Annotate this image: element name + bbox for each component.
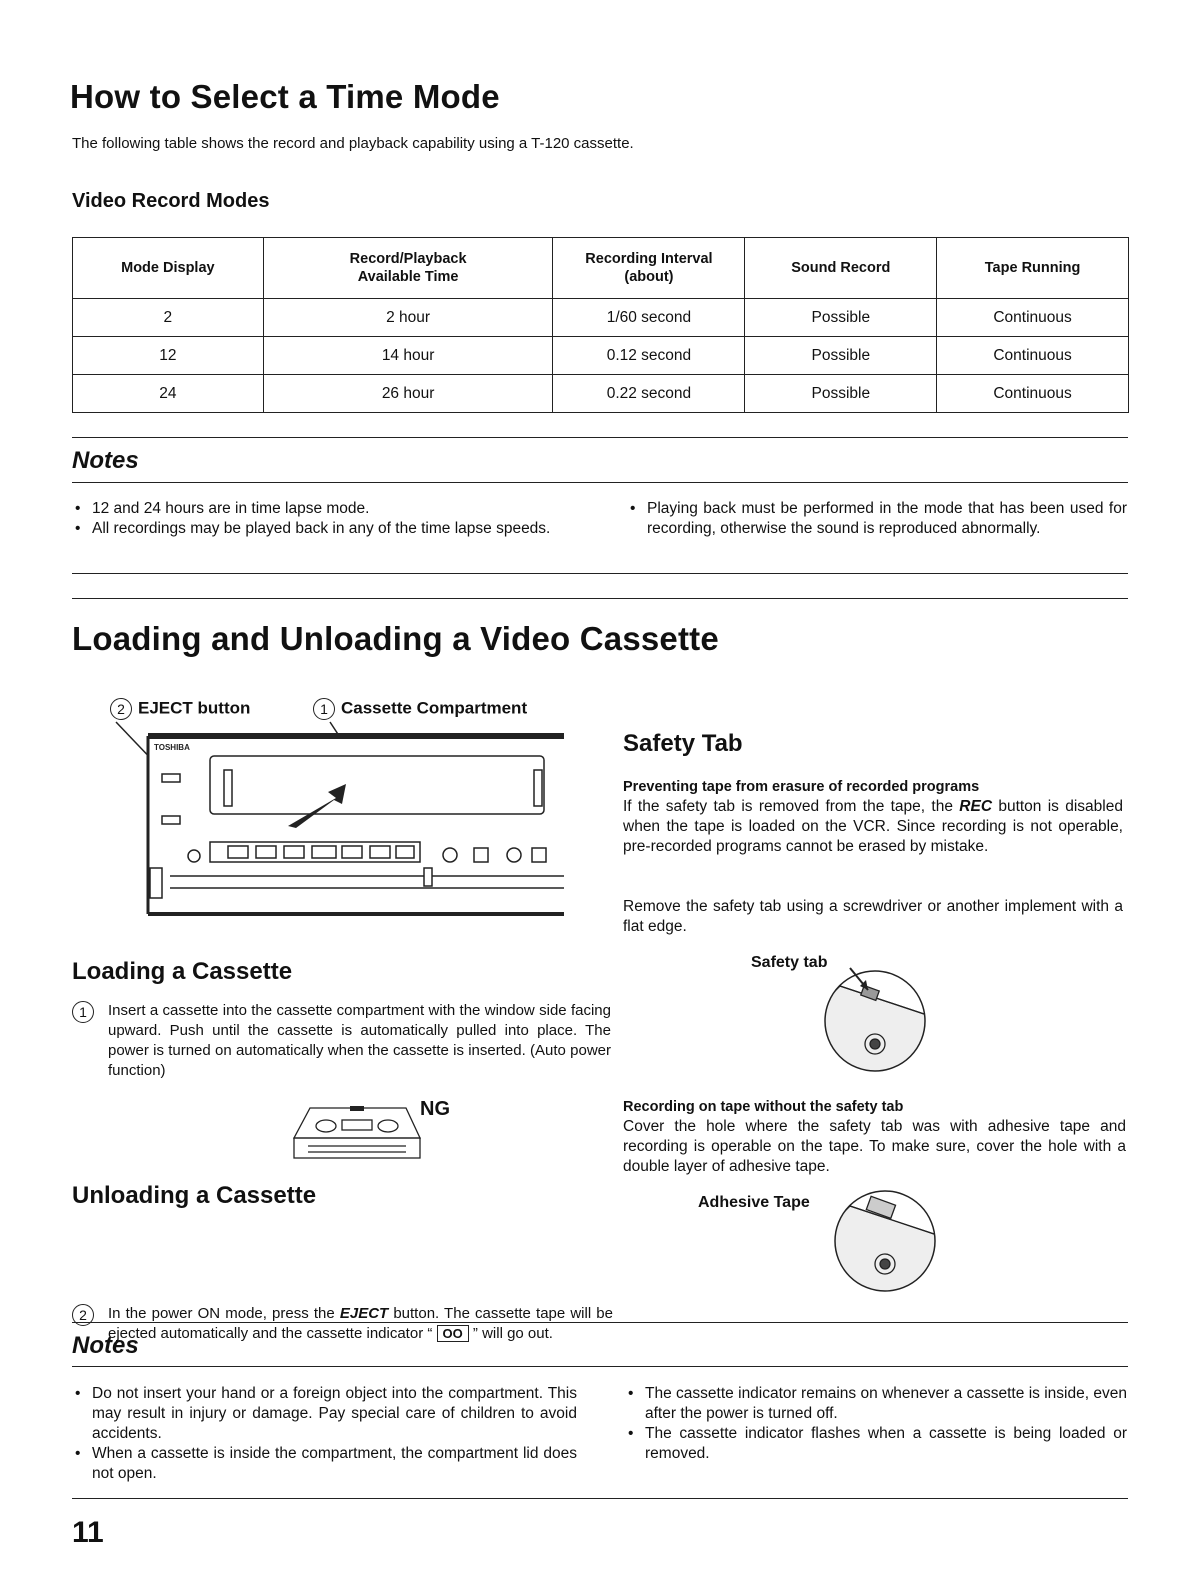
divider <box>72 1366 1128 1367</box>
table-cell: 2 <box>73 299 264 337</box>
table-cell: Possible <box>745 299 937 337</box>
divider <box>72 598 1128 599</box>
notes-title: Notes <box>72 447 139 474</box>
notes-list-right <box>625 1384 1127 1464</box>
table-cell: 0.22 second <box>553 375 745 413</box>
safety-tab-heading: Safety Tab <box>623 730 743 757</box>
notes-list-left <box>72 499 577 539</box>
table-cell: Continuous <box>937 375 1129 413</box>
callout-number: 2 <box>110 698 132 720</box>
table-header-cell: Tape Running <box>937 238 1129 299</box>
divider <box>72 573 1128 574</box>
page-number: 11 <box>72 1516 104 1549</box>
page-title-time-mode: How to Select a Time Mode <box>70 78 500 115</box>
unloading-cassette-heading: Unloading a Cassette <box>72 1182 317 1209</box>
eject-keyword: EJECT <box>339 1305 389 1322</box>
loading-cassette-heading: Loading a Cassette <box>72 958 293 985</box>
table-row <box>73 375 1129 413</box>
notes-list-right <box>627 499 1127 539</box>
table-cell: Possible <box>745 375 937 413</box>
notes-title: Notes <box>72 1332 139 1359</box>
divider <box>72 482 1128 483</box>
video-record-modes-heading: Video Record Modes <box>72 190 270 212</box>
unloading-text: ” will go out. <box>468 1325 553 1342</box>
callout-number: 1 <box>313 698 335 720</box>
note-item: • When a cassette is inside the compartment, the compartment lid does not open. <box>72 1444 577 1484</box>
divider <box>72 437 1128 438</box>
loading-step-text: Insert a cassette into the cassette compartment with the window side facing upward. Push until the cassette is automatically pulled into place. The power is turned on automatically when the cassette is inserted. (Auto power function) <box>108 1002 611 1079</box>
table-row <box>73 337 1129 375</box>
table-cell: 2 hour <box>263 299 553 337</box>
cassette-wrong-orientation-illustration <box>288 1100 428 1164</box>
unloading-text: button. The cassette tape will be ejected automatically and the cassette indicator “ <box>108 1305 613 1342</box>
table-cell: 12 <box>73 337 264 375</box>
safety-prevent-text: If the safety tab is removed from the tape, the REC button is disabled when the tape is loaded on the VCR. Since recording is not operable, pre-recorded programs cannot be erased by mistake. <box>623 798 1123 855</box>
unloading-text: In the power ON mode, press the <box>108 1305 340 1322</box>
step-number: 2 <box>72 1304 94 1326</box>
ng-label: NG <box>420 1098 450 1120</box>
safety-prevent-block <box>623 777 1123 857</box>
note-item: • Playing back must be performed in the mode that has been used for recording, otherwise the sound is reproduced abnormally. <box>627 499 1127 539</box>
adhesive-tape-illustration <box>830 1186 940 1296</box>
table-cell: 26 hour <box>263 375 553 413</box>
table-cell: 24 <box>73 375 264 413</box>
unloading-step <box>72 1304 613 1344</box>
note-item: • The cassette indicator flashes when a cassette is being loaded or removed. <box>625 1424 1127 1464</box>
safety-without-title: Recording on tape without the safety tab <box>623 1099 904 1115</box>
table-cell: 1/60 second <box>553 299 745 337</box>
cassette-indicator-icon: OO <box>437 1325 469 1342</box>
video-record-modes-table <box>72 237 1129 413</box>
table-header-cell: Recording Interval (about) <box>553 238 745 299</box>
vcr-front-illustration <box>110 718 570 918</box>
safety-without-text: Cover the hole where the safety tab was with adhesive tape and recording is operable on the tape. To make sure, cover the hole with a double layer of adhesive tape. <box>623 1118 1126 1175</box>
time-mode-intro: The following table shows the record and playback capability using a T-120 cassette. <box>72 135 634 152</box>
note-item: • The cassette indicator remains on whenever a cassette is inside, even after the power is turned off. <box>625 1384 1127 1424</box>
safety-without-block <box>623 1097 1126 1177</box>
table-header-cell: Mode Display <box>73 238 264 299</box>
cassette-compartment-callout <box>313 698 527 720</box>
note-item: • All recordings may be played back in any of the time lapse speeds. <box>72 519 577 539</box>
note-item: • Do not insert your hand or a foreign object into the compartment. This may result in injury or damage. Pay special care of children to avoid accidents. <box>72 1384 577 1444</box>
safety-remove-text: Remove the safety tab using a screwdriver or another implement with a flat edge. <box>623 898 1123 935</box>
table-cell: Continuous <box>937 299 1129 337</box>
table-cell: Possible <box>745 337 937 375</box>
callout-label: EJECT button <box>138 698 251 718</box>
divider <box>72 1322 1128 1323</box>
table-cell: 0.12 second <box>553 337 745 375</box>
adhesive-tape-label: Adhesive Tape <box>698 1194 810 1211</box>
eject-button-callout <box>110 698 250 720</box>
loading-title: Loading and Unloading a Video Cassette <box>72 620 719 657</box>
safety-tab-label: Safety tab <box>751 954 828 971</box>
rec-keyword: REC <box>959 798 993 815</box>
table-header-row <box>73 238 1129 299</box>
table-cell: Continuous <box>937 337 1129 375</box>
divider <box>72 1498 1128 1499</box>
safety-tab-illustration <box>820 966 930 1076</box>
vcr-brand-label: TOSHIBA <box>154 743 190 752</box>
notes-list-left <box>72 1384 577 1484</box>
note-item: • 12 and 24 hours are in time lapse mode. <box>72 499 577 519</box>
table-header-cell: Record/Playback Available Time <box>263 238 553 299</box>
step-number: 1 <box>72 1001 94 1023</box>
safety-prevent-title: Preventing tape from erasure of recorded programs <box>623 779 980 795</box>
table-header-cell: Sound Record <box>745 238 937 299</box>
table-row <box>73 299 1129 337</box>
loading-step <box>72 1001 611 1081</box>
table-cell: 14 hour <box>263 337 553 375</box>
callout-label: Cassette Compartment <box>341 698 528 718</box>
